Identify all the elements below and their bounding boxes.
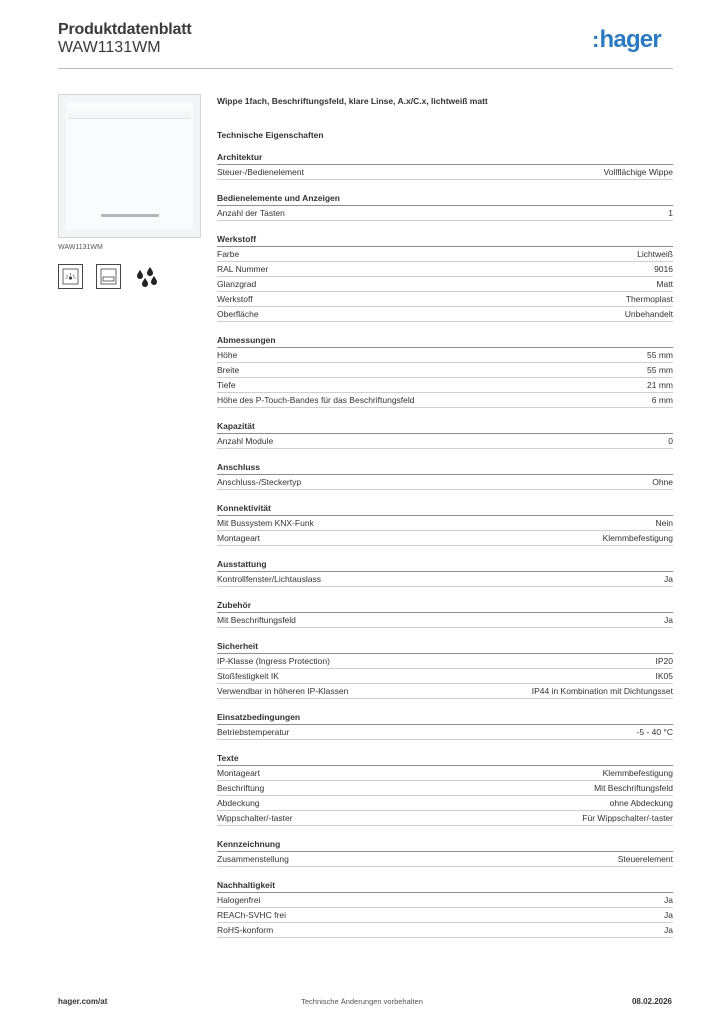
spec-value: IK05 (655, 671, 673, 681)
spec-value: Ja (664, 895, 673, 905)
spec-group-title: Architektur (217, 151, 673, 165)
spec-group (217, 420, 673, 449)
header-divider (58, 68, 673, 69)
spec-group-title: Kennzeichnung (217, 838, 673, 852)
spec-value: IP44 in Kombination mit Dichtungsset (531, 686, 673, 696)
spec-label: Verwendbar in höheren IP-Klassen (217, 686, 349, 696)
spec-row (217, 262, 673, 277)
page-title: Produktdatenblatt (58, 21, 192, 38)
spec-row (217, 348, 673, 363)
spec-label: Farbe (217, 249, 240, 259)
spec-value: 0 (668, 436, 673, 446)
spec-label: Zusammenstellung (217, 854, 289, 864)
spec-row (217, 531, 673, 546)
specification-groups (217, 151, 673, 938)
spec-row (217, 277, 673, 292)
spec-value: ohne Abdeckung (609, 798, 673, 808)
spec-value: 55 mm (647, 350, 673, 360)
spec-group-title: Sicherheit (217, 640, 673, 654)
product-image (58, 94, 201, 238)
section-heading: Technische Eigenschaften (217, 130, 324, 140)
spec-group (217, 879, 673, 938)
spec-row (217, 781, 673, 796)
spec-group (217, 599, 673, 628)
spec-label: RoHS-konform (217, 925, 274, 935)
spec-value: Ohne (652, 477, 673, 487)
spec-label: Anschluss-/Steckertyp (217, 477, 302, 487)
spec-row (217, 669, 673, 684)
spec-group-title: Nachhaltigkeit (217, 879, 673, 893)
spec-group-title: Konnektivität (217, 502, 673, 516)
spec-row (217, 654, 673, 669)
spec-group-title: Werkstoff (217, 233, 673, 247)
spec-value: Mit Beschriftungsfeld (594, 783, 673, 793)
spec-label: Halogenfrei (217, 895, 261, 905)
spec-label: Beschriftung (217, 783, 265, 793)
spec-value: Klemmbefestigung (602, 768, 673, 778)
spec-row (217, 307, 673, 322)
spec-label: Stoßfestigkeit IK (217, 671, 279, 681)
spec-label: Glanzgrad (217, 279, 257, 289)
spec-row (217, 852, 673, 867)
spec-label: IP-Klasse (Ingress Protection) (217, 656, 330, 666)
spec-row (217, 908, 673, 923)
spec-row (217, 796, 673, 811)
specification-content (217, 95, 673, 938)
spec-value: 9016 (654, 264, 673, 274)
spec-label: Oberfläche (217, 309, 259, 319)
footer-website: hager.com/at (58, 997, 108, 1006)
spec-value: Ja (664, 615, 673, 625)
spec-group (217, 461, 673, 490)
spec-group-title: Kapazität (217, 420, 673, 434)
spec-group (217, 640, 673, 699)
spec-row (217, 893, 673, 908)
spec-value: Vollflächige Wippe (603, 167, 673, 177)
spec-row (217, 923, 673, 938)
spec-value: Ja (664, 925, 673, 935)
spec-value: IP20 (655, 656, 673, 666)
spec-group-title: Abmessungen (217, 334, 673, 348)
spec-row (217, 434, 673, 449)
article-number: WAW1131WM (58, 39, 161, 56)
spec-label: Abdeckung (217, 798, 260, 808)
spec-label: Mit Bussystem KNX-Funk (217, 518, 314, 528)
spec-row (217, 613, 673, 628)
spec-label: RAL Nummer (217, 264, 269, 274)
footer-notice: Technische Änderungen vorbehalten (301, 997, 423, 1006)
spec-row (217, 206, 673, 221)
spec-label: Tiefe (217, 380, 236, 390)
spec-row (217, 378, 673, 393)
spec-value: Thermoplast (625, 294, 673, 304)
spec-row (217, 766, 673, 781)
light-outlet-icon (58, 264, 83, 289)
spec-group-title: Ausstattung (217, 558, 673, 572)
spec-row (217, 393, 673, 408)
spec-row (217, 247, 673, 262)
spec-label: Montageart (217, 533, 260, 543)
spec-label: REACh-SVHC frei (217, 910, 286, 920)
spec-group (217, 151, 673, 180)
spec-value: Nein (655, 518, 673, 528)
spec-group-title: Zubehör (217, 599, 673, 613)
spec-label: Anzahl Module (217, 436, 274, 446)
spec-value: Unbehandelt (624, 309, 673, 319)
hager-logo: :hager (592, 26, 661, 53)
spec-value: 21 mm (647, 380, 673, 390)
spec-group (217, 711, 673, 740)
spec-value: Matt (656, 279, 673, 289)
spec-label: Höhe (217, 350, 238, 360)
spec-group (217, 558, 673, 587)
spec-group (217, 752, 673, 826)
water-drops-icon (134, 264, 159, 289)
spec-group (217, 502, 673, 546)
spec-group (217, 838, 673, 867)
spec-value: 1 (668, 208, 673, 218)
spec-label: Werkstoff (217, 294, 253, 304)
spec-value: Ja (664, 910, 673, 920)
spec-group (217, 334, 673, 408)
spec-value: 55 mm (647, 365, 673, 375)
indicator-slot (101, 214, 159, 217)
spec-row (217, 725, 673, 740)
spec-row (217, 292, 673, 307)
spec-label: Mit Beschriftungsfeld (217, 615, 296, 625)
spec-row (217, 475, 673, 490)
spec-value: -5 - 40 °C (636, 727, 673, 737)
spec-label: Montageart (217, 768, 260, 778)
spec-value: Ja (664, 574, 673, 584)
feature-icons (58, 264, 159, 289)
spec-value: Für Wippschalter/-taster (582, 813, 673, 823)
label-field (68, 104, 191, 119)
spec-value: Steuerelement (617, 854, 673, 864)
spec-label: Anzahl der Tasten (217, 208, 285, 218)
spec-group-title: Anschluss (217, 461, 673, 475)
spec-label: Höhe des P-Touch-Bandes für das Beschriftungsfeld (217, 395, 415, 405)
spec-group-title: Texte (217, 752, 673, 766)
label-field-icon (96, 264, 121, 289)
spec-group-title: Bedienelemente und Anzeigen (217, 192, 673, 206)
spec-group-title: Einsatzbedingungen (217, 711, 673, 725)
spec-label: Steuer-/Bedienelement (217, 167, 304, 177)
spec-row (217, 811, 673, 826)
spec-value: Lichtweiß (637, 249, 673, 259)
spec-label: Breite (217, 365, 240, 375)
spec-label: Betriebstemperatur (217, 727, 290, 737)
spec-row (217, 165, 673, 180)
spec-value: Klemmbefestigung (602, 533, 673, 543)
spec-group (217, 233, 673, 322)
footer-date: 08.02.2026 (631, 997, 672, 1006)
spec-row (217, 363, 673, 378)
image-caption: WAW1131WM (58, 244, 103, 251)
spec-value: 6 mm (651, 395, 673, 405)
spec-row (217, 572, 673, 587)
spec-label: Kontrollfenster/Lichtauslass (217, 574, 321, 584)
spec-label: Wippschalter/-taster (217, 813, 293, 823)
spec-row (217, 516, 673, 531)
spec-row (217, 684, 673, 699)
product-title: Wippe 1fach, Beschriftungsfeld, klare Linse, A.x/C.x, lichtweiß matt (217, 96, 488, 106)
spec-group (217, 192, 673, 221)
